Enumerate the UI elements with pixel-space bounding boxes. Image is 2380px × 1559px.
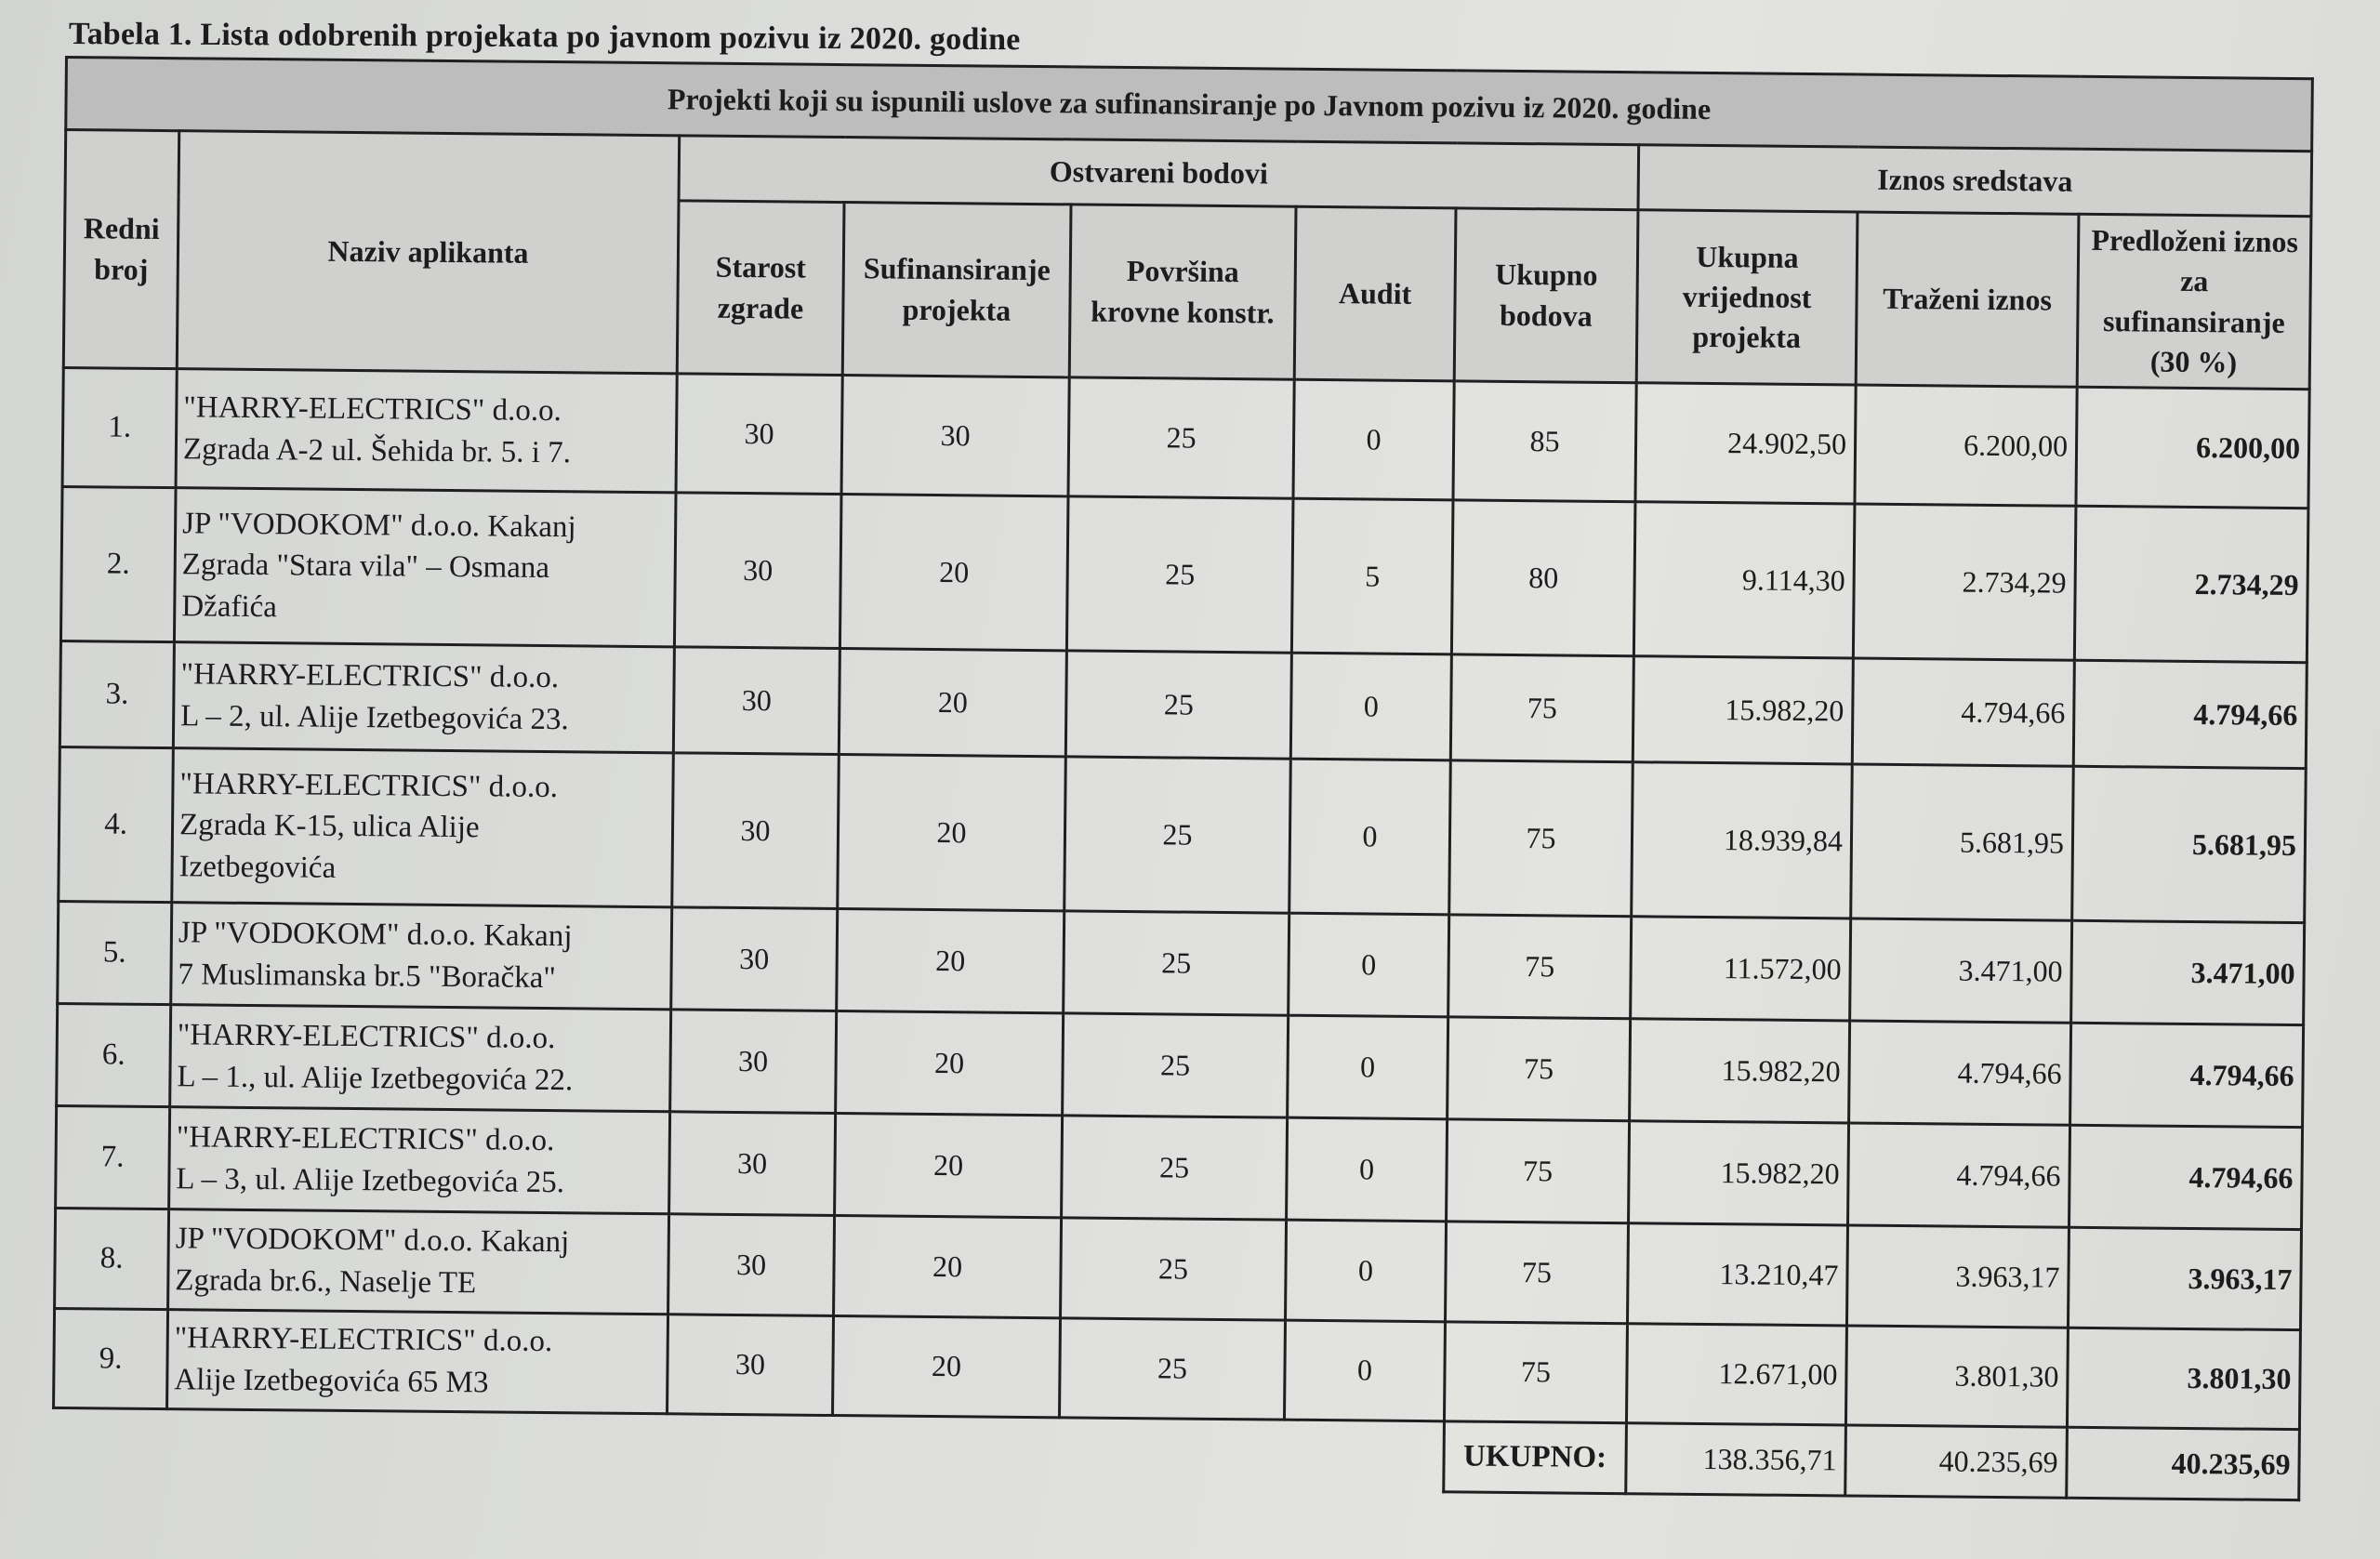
cell-age: 30 — [676, 374, 842, 495]
cell-requested: 3.471,00 — [1850, 918, 2072, 1023]
applicant-line: "HARRY-ELECTRICS" d.o.o. — [179, 766, 559, 804]
table-container — [51, 56, 2314, 1501]
cell-age: 30 — [670, 1010, 837, 1114]
cell-cofin: 20 — [834, 1216, 1062, 1318]
cell-applicant — [174, 488, 676, 647]
cell-cofin: 20 — [840, 495, 1068, 651]
cell-total-value: 15.982,20 — [1633, 656, 1853, 764]
header-audit: Audit — [1294, 206, 1456, 381]
cell-requested: 3.801,30 — [1845, 1326, 2068, 1427]
table-caption: Tabela 1. Lista odobrenih projekata po javnom pozivu iz 2020. godine — [68, 17, 1021, 58]
totals-requested: 40.235,69 — [1845, 1425, 2068, 1498]
header-cofin: Sufinansiranje projekta — [842, 203, 1071, 377]
cell-total-value: 24.902,50 — [1635, 383, 1856, 504]
cell-total-value: 11.572,00 — [1631, 917, 1851, 1021]
header-total-value: Ukupna vrijednost projekta — [1636, 210, 1858, 385]
cell-audit: 0 — [1289, 759, 1451, 915]
cell-no: 6. — [57, 1003, 171, 1106]
cell-total-value: 18.939,84 — [1632, 762, 1853, 918]
cell-age: 30 — [668, 1214, 835, 1316]
cell-no: 1. — [62, 367, 177, 487]
cell-applicant — [176, 369, 677, 493]
applicant-line: Džafića — [181, 588, 278, 624]
cell-cofin: 20 — [835, 1114, 1063, 1218]
cell-age: 30 — [668, 1315, 834, 1416]
cell-total-points: 75 — [1448, 1017, 1631, 1121]
cell-area: 25 — [1065, 651, 1291, 759]
cell-requested: 6.200,00 — [1855, 385, 2077, 506]
applicant-line: 7 Muslimanska br.5 "Boračka" — [178, 957, 557, 995]
applicant-line: Alije Izetbegovića 65 M3 — [174, 1363, 489, 1400]
applicant-line: JP "VODOKOM" d.o.o. Kakanj — [182, 506, 576, 544]
cell-area: 25 — [1068, 377, 1294, 498]
applicant-line: Zgrada br.6., Naselje TE — [175, 1262, 477, 1300]
cell-proposed: 3.963,17 — [2068, 1227, 2301, 1329]
cell-applicant — [169, 1107, 670, 1214]
cell-total-points: 75 — [1450, 654, 1633, 762]
cell-cofin: 20 — [832, 1315, 1060, 1417]
applicant-line: L – 2, ul. Alije Izetbegovića 23. — [180, 698, 569, 736]
cell-cofin: 20 — [839, 649, 1066, 757]
cell-no: 9. — [54, 1308, 168, 1408]
cell-total-value: 12.671,00 — [1626, 1324, 1846, 1425]
cell-audit: 0 — [1286, 1220, 1447, 1322]
cell-audit: 5 — [1291, 498, 1453, 654]
cell-no: 5. — [58, 901, 172, 1004]
cell-total-points: 75 — [1448, 915, 1632, 1019]
cell-proposed: 6.200,00 — [2076, 387, 2309, 508]
applicant-line: Zgrada K-15, ulica Alije — [178, 808, 480, 845]
cell-applicant — [167, 1310, 668, 1414]
cell-requested: 4.794,66 — [1852, 658, 2074, 766]
projects-table — [51, 56, 2314, 1501]
cell-proposed: 5.681,95 — [2072, 766, 2307, 922]
cell-area: 25 — [1061, 1218, 1287, 1320]
cell-area: 25 — [1062, 1116, 1288, 1220]
cell-applicant — [173, 642, 674, 753]
applicant-line: Izetbegovića — [178, 849, 337, 885]
applicant-line: "HARRY-ELECTRICS" d.o.o. — [176, 1120, 555, 1158]
cell-area: 25 — [1066, 496, 1293, 653]
group-header-funds: Iznos sredstava — [1638, 145, 2312, 217]
cell-requested: 4.794,66 — [1848, 1123, 2070, 1227]
cell-no: 3. — [60, 641, 174, 747]
applicant-line: L – 3, ul. Alije Izetbegovića 25. — [176, 1161, 565, 1199]
cell-requested: 3.963,17 — [1846, 1225, 2069, 1328]
cell-age: 30 — [672, 753, 840, 909]
cell-cofin: 20 — [836, 1011, 1064, 1116]
header-requested: Traženi iznos — [1856, 212, 2079, 387]
totals-spacer — [53, 1407, 1445, 1491]
cell-cofin: 20 — [838, 755, 1066, 911]
cell-proposed: 3.801,30 — [2067, 1328, 2300, 1429]
cell-age: 30 — [671, 907, 838, 1011]
applicant-line: L – 1., ul. Alije Izetbegovića 22. — [177, 1059, 574, 1097]
totals-proposed: 40.235,69 — [2067, 1427, 2300, 1500]
cell-requested: 4.794,66 — [1849, 1021, 2071, 1125]
cell-total-points: 75 — [1449, 760, 1633, 917]
cell-audit: 0 — [1289, 913, 1449, 1017]
header-total-points: Ukupno bodova — [1454, 208, 1638, 383]
cell-audit: 0 — [1287, 1117, 1448, 1222]
cell-total-points: 75 — [1444, 1322, 1627, 1423]
cell-area: 25 — [1064, 757, 1291, 913]
cell-total-points: 75 — [1445, 1222, 1628, 1324]
applicant-line: "HARRY-ELECTRICS" d.o.o. — [180, 657, 560, 695]
cell-no: 4. — [59, 746, 174, 902]
applicant-line: "HARRY-ELECTRICS" d.o.o. — [177, 1018, 556, 1056]
cell-requested: 5.681,95 — [1851, 764, 2074, 920]
header-age: Starost zgrade — [677, 201, 844, 376]
cell-proposed: 4.794,66 — [2073, 660, 2307, 768]
cell-no: 7. — [56, 1105, 170, 1209]
cell-requested: 2.734,29 — [1853, 504, 2076, 660]
cell-total-points: 75 — [1447, 1119, 1630, 1223]
cell-total-value: 15.982,20 — [1630, 1019, 1850, 1123]
cell-proposed: 4.794,66 — [2070, 1023, 2304, 1127]
table-row — [59, 746, 2306, 922]
applicant-line: JP "VODOKOM" d.o.o. Kakanj — [175, 1222, 570, 1260]
cell-applicant — [170, 1005, 671, 1112]
applicant-line: Zgrada A-2 ul. Šehida br. 5. i 7. — [182, 431, 572, 469]
header-area: Površina krovne konstr. — [1069, 205, 1296, 379]
cell-total-value: 13.210,47 — [1627, 1223, 1847, 1326]
cell-audit: 0 — [1284, 1320, 1445, 1421]
cell-proposed: 3.471,00 — [2071, 920, 2305, 1024]
totals-total-value: 138.356,71 — [1626, 1423, 1846, 1496]
totals-label: UKUPNO: — [1444, 1421, 1627, 1494]
header-no: Redni broj — [63, 130, 178, 369]
cell-area: 25 — [1063, 1013, 1289, 1117]
cell-applicant — [168, 1209, 669, 1315]
cell-applicant — [171, 903, 672, 1010]
applicant-line: "HARRY-ELECTRICS" d.o.o. — [183, 390, 562, 429]
cell-audit: 0 — [1288, 1015, 1448, 1119]
applicant-line: "HARRY-ELECTRICS" d.o.o. — [174, 1321, 553, 1359]
header-applicant: Naziv aplikanta — [177, 131, 679, 374]
applicant-line: Zgrada "Stara vila" – Osmana — [181, 548, 550, 586]
cell-area: 25 — [1064, 911, 1289, 1015]
cell-total-value: 15.982,20 — [1629, 1121, 1849, 1225]
cell-no: 8. — [55, 1208, 169, 1309]
cell-proposed: 4.794,66 — [2069, 1125, 2303, 1229]
group-header-points: Ostvareni bodovi — [679, 136, 1639, 210]
cell-age: 30 — [674, 493, 841, 649]
cell-proposed: 2.734,29 — [2074, 506, 2308, 662]
table-row — [60, 486, 2307, 662]
cell-audit: 0 — [1290, 653, 1451, 760]
cell-age: 30 — [669, 1112, 836, 1216]
cell-cofin: 20 — [837, 909, 1064, 1013]
table-title: Projekti koji su ispunili uslove za sufinansiranje po Javnom pozivu iz 2020. godine — [66, 58, 2313, 152]
header-proposed: Predloženi iznos za sufinansiranje (30 %) — [2077, 214, 2311, 389]
applicant-line: JP "VODOKOM" d.o.o. Kakanj — [178, 916, 573, 954]
cell-age: 30 — [673, 647, 840, 755]
cell-total-points: 80 — [1451, 500, 1635, 656]
cell-no: 2. — [60, 486, 176, 641]
cell-audit: 0 — [1293, 379, 1454, 500]
cell-applicant — [172, 748, 674, 907]
table-row — [62, 367, 2309, 508]
cell-cofin: 30 — [841, 376, 1069, 496]
cell-total-points: 85 — [1453, 381, 1636, 502]
cell-total-value: 9.114,30 — [1633, 502, 1855, 658]
cell-area: 25 — [1059, 1318, 1285, 1420]
